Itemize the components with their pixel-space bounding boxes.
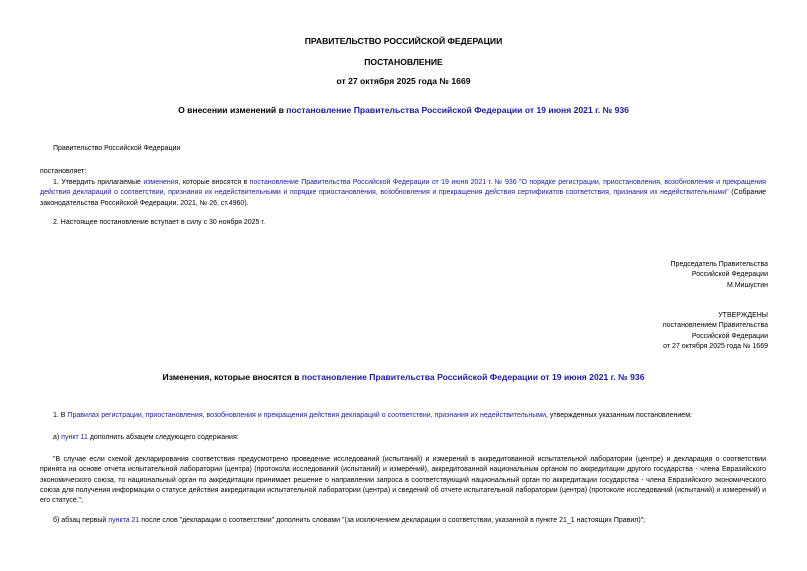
changes-title [0, 372, 807, 382]
approved-org: Российской Федерации [691, 333, 768, 340]
paragraph-1 [40, 178, 766, 209]
changes-link[interactable]: изменения [143, 179, 179, 186]
change-item-b-text-b: после слов "декларации о соответствии" дополнить словами "(за исключением декларации о соответствии, указанной в пункте 21_1 настоящих Правил)"; [139, 517, 646, 524]
change-item-a-text-a: а) [53, 434, 62, 441]
change-item-b [53, 516, 645, 526]
title-resolution-link[interactable]: постановление Правительства Российской Федерации от 19 июня 2021 г. № 936 [286, 105, 629, 115]
document-title [0, 105, 807, 115]
resolves-word: постановляет: [40, 168, 87, 175]
paragraph-1-text-b: , которые вносятся в [178, 179, 250, 186]
paragraph-1-text-c: (Собрание законодательства Российской Федерации, 2021, № 26, ст.4960). [40, 189, 766, 207]
change-item-a-text-b: дополнить абзацем следующего содержания: [87, 434, 239, 441]
document-type: ПОСТАНОВЛЕНИЕ [364, 57, 443, 67]
changes-title-text: Изменения, которые вносятся в [162, 372, 302, 382]
signature-name: М.Мишустин [726, 282, 768, 289]
point-11-link[interactable]: пункт 11 [61, 434, 88, 441]
document-title-text: О внесении изменений в [178, 105, 287, 115]
change-item-1-text-b: , утвержденных указанным постановлением: [545, 412, 692, 419]
point-21-link[interactable]: пункта 21 [108, 517, 140, 524]
paragraph-2: 2. Настоящее постановление вступает в силу с 30 ноября 2025 г. [53, 219, 266, 226]
change-item-a [53, 433, 239, 443]
change-item-1-text-a: 1. В [53, 412, 68, 419]
approved-date: от 27 октября 2025 года № 1669 [663, 343, 768, 350]
change-item-b-text-a: б) абзац первый [53, 517, 109, 524]
resolution-936-link[interactable]: постановление Правительства Российской Федерации от 19 июня 2021 г. № 936 "О порядке регистрации, приостановления, возобновления и прекращения действия деклараций о соответствии, признания их недействительными и порядке приостановления, возобновления и прекращения действия сертификатов соответствия, признания их недействительными" [40, 179, 766, 197]
signature-org: Российской Федерации [691, 271, 768, 278]
document-date-number: от 27 октября 2025 года № 1669 [336, 76, 471, 86]
government-header: ПРАВИТЕЛЬСТВО РОССИЙСКОЙ ФЕДЕРАЦИИ [304, 36, 503, 46]
signature-title: Председатель Правительства [670, 261, 768, 268]
issuing-authority: Правительство Российской Федерации [53, 145, 181, 152]
changes-title-link[interactable]: постановление Правительства Российской Федерации от 19 июня 2021 г. № 936 [301, 372, 645, 382]
inserted-quote: "В случае если схемой декларирования соответствия предусмотрено проведение исследований (испытаний) и измерений в аккредитованной испытательной лаборатории (центре) и декларация о соответствии принята на основе отчета испытательной лаборатории (центра) (протокола исследований (испытаний) и измерений), аккредитованной национальным органом по аккредитации другого государства - члена Евразийского экономического союза, то национальный орган по аккредитации принимает решение о направлении запроса в соответствующий национальный орган по аккредитации государства - члена Евразийского экономического союза для получения информации о статусе действия аккредитации испытательной лаборатории (центра) и сведений об отчете испытательной лаборатории (центра) (протоколе исследований (испытаний) и измерений) и его статусе."; [40, 456, 766, 505]
approved-label: УТВЕРЖДЕНЫ [718, 312, 768, 319]
approved-by: постановлением Правительства [662, 322, 768, 329]
change-item-1 [53, 411, 692, 421]
rules-link[interactable]: Правилах регистрации, приостановления, возобновления и прекращения действия деклараций о соответствии, признания их недействительными [67, 412, 546, 419]
paragraph-1-text-a: 1. Утвердить прилагаемые [53, 179, 144, 186]
